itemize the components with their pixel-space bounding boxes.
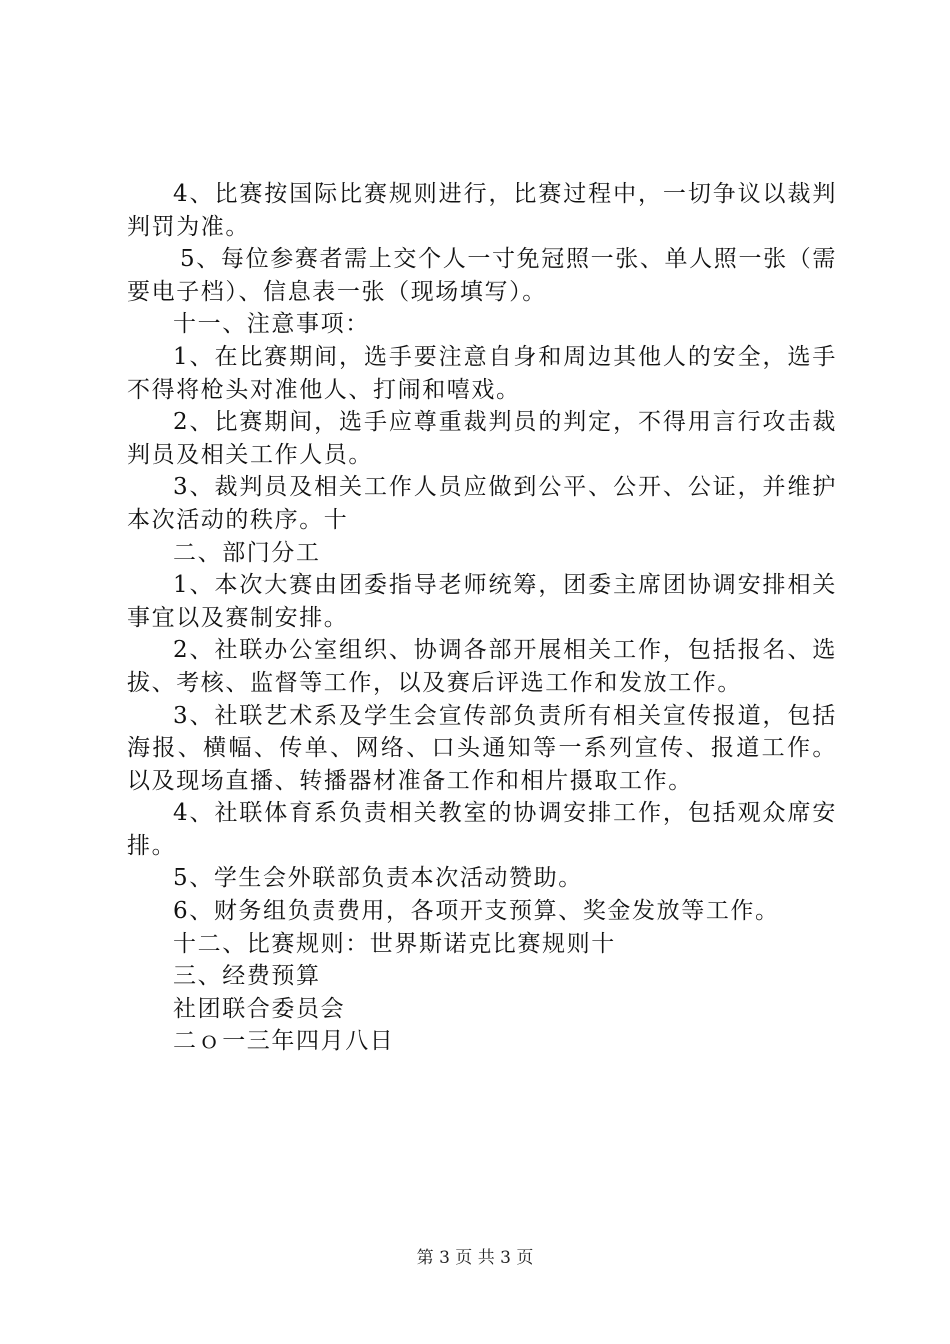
section-heading-division: 二、部门分工 — [173, 539, 321, 566]
paragraph-rule-4: 4、比赛按国际比赛规则进行，比赛过程中，一切争议以裁判判罚为准。 — [127, 181, 837, 240]
signature-organization: 社团联合委员会 — [173, 995, 346, 1022]
paragraph-note-1: 1、在比赛期间，选手要注意自身和周边其他人的安全，选手不得将枪头对准他人、打闹和嘻戏。 — [127, 343, 837, 403]
signature-date: 二ｏ一三年四月八日 — [173, 1028, 395, 1055]
section-heading-budget: 三、经费预算 — [173, 963, 321, 990]
paragraph-division-1: 1、本次大赛由团委指导老师统筹，团委主席团协调安排相关事宜以及赛制安排。 — [127, 572, 837, 631]
paragraph-division-2: 2、社联办公室组织、协调各部开展相关工作，包括报名、选拔、考核、监督等工作，以及赛后评选工作和发放工作。 — [127, 637, 837, 696]
paragraph-division-4: 4、社联体育系负责相关教室的协调安排工作，包括观众席安排。 — [127, 800, 837, 859]
page-number: 第 3 页 共 3 页 — [416, 1248, 534, 1268]
paragraph-note-3: 3、裁判员及相关工作人员应做到公平、公开、公证，并维护本次活动的秩序。十 — [127, 474, 837, 533]
section-heading-rules: 十二、比赛规则：世界斯诺克比赛规则十 — [173, 930, 616, 957]
document-body — [127, 178, 837, 1058]
paragraph-division-6: 6、财务组负责费用，各项开支预算、奖金发放等工作。 — [173, 898, 780, 925]
paragraph-rule-5: 5、每位参赛者需上交个人一寸免冠照一张、单人照一张（需要电子档）、信息表一张（现场填写）。 — [127, 246, 837, 305]
paragraph-note-2: 2、比赛期间，选手应尊重裁判员的判定，不得用言行攻击裁判员及相关工作人员。 — [127, 409, 837, 468]
section-heading-notes: 十一、注意事项： — [173, 311, 370, 338]
paragraph-division-3: 3、社联艺术系及学生会宣传部负责所有相关宣传报道，包括海报、横幅、传单、网络、口头通知等一系列宣传、报道工作。以及现场直播、转播器材准备工作和相片摄取工作。 — [127, 702, 837, 794]
paragraph-division-5: 5、学生会外联部负责本次活动赞助。 — [173, 865, 583, 892]
